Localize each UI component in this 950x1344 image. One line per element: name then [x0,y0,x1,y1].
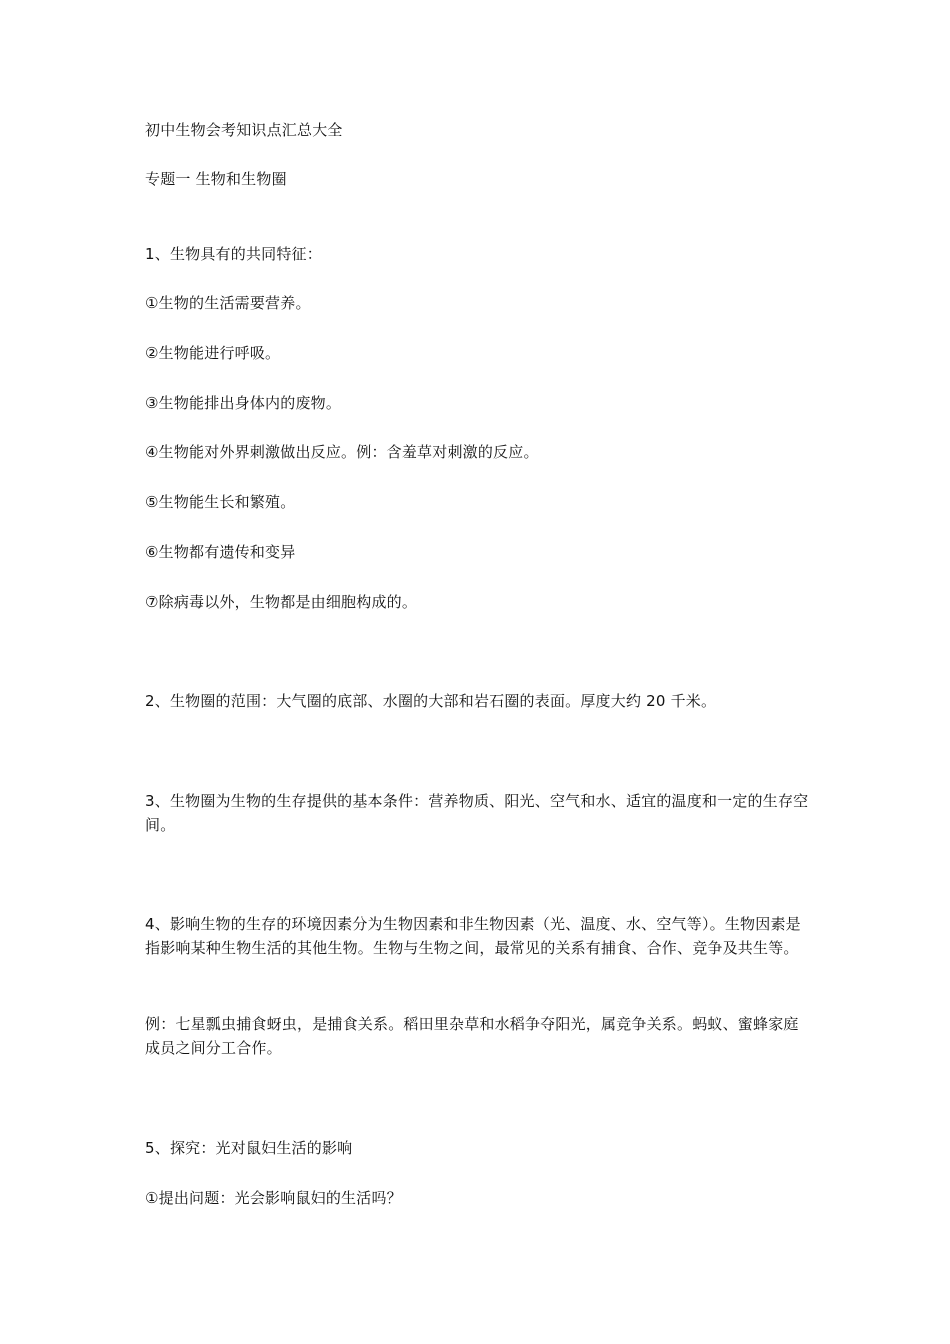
list-item: ③生物能排出身体内的废物。 [145,394,342,412]
topic-heading: 专题一 生物和生物圈 [145,170,287,188]
section-4-example: 例：七星瓢虫捕食蚜虫，是捕食关系。稻田里杂草和水稻争夺阳光，属竞争关系。蚂蚁、蜜蜂家庭成员之间分工合作。 [145,1015,799,1057]
section-2-paragraph: 2、生物圈的范围：大气圈的底部、水圈的大部和岩石圈的表面。厚度大约 20 千米。 [145,692,717,710]
list-item: ④生物能对外界刺激做出反应。例：含羞草对刺激的反应。 [145,443,539,461]
section-1-heading: 1、生物具有的共同特征： [145,245,322,263]
list-item: ①提出问题：光会影响鼠妇的生活吗？ [145,1189,402,1207]
list-item: ⑦除病毒以外，生物都是由细胞构成的。 [145,593,418,611]
list-item: ①生物的生活需要营养。 [145,294,311,312]
section-3-paragraph: 3、生物圈为生物的生存提供的基本条件：营养物质、阳光、空气和水、适宜的温度和一定的生存空间。 [145,792,809,834]
list-item: ②生物能进行呼吸。 [145,344,281,362]
list-item: ⑥生物都有遗传和变异 [145,543,296,561]
section-4-paragraph: 4、影响生物的生存的环境因素分为生物因素和非生物因素（光、温度、水、空气等）。生物因素是指影响某种生物生活的其他生物。生物与生物之间，最常见的关系有捕食、合作、竞争及共生等。 [145,915,801,957]
section-5-heading: 5、探究：光对鼠妇生活的影响 [145,1139,353,1157]
list-item: ⑤生物能生长和繁殖。 [145,493,296,511]
document-title: 初中生物会考知识点汇总大全 [145,121,343,139]
